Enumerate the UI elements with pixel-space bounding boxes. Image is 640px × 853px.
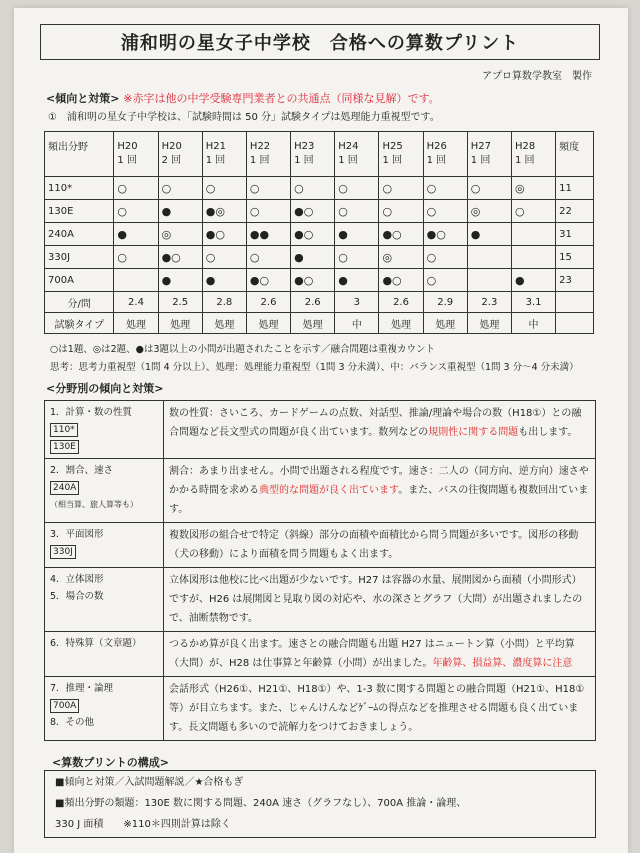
per-question-cell: 2.6: [379, 292, 423, 313]
print-section-header: <算数プリントの構成>: [52, 756, 169, 769]
strategy-row: [45, 677, 596, 741]
frequency-mark-cell: ●○: [291, 200, 335, 223]
freq-header-cell: 頻度: [556, 132, 594, 177]
frequency-mark-cell: [467, 269, 511, 292]
strategy-text: 数の性質：さいころ、カードゲームの点数、対話型、推論/理論や場合の数（H18①）との融合問題など長文型式の問題が良く出ています。数列などの: [169, 408, 582, 438]
field-label: 700A: [45, 269, 114, 292]
per-question-cell: 3.1: [511, 292, 555, 313]
author-credit: アプロ算数学教室 製作: [482, 71, 592, 82]
field-label: 240A: [45, 223, 114, 246]
frequency-mark-cell: ○: [423, 177, 467, 200]
frequency-mark-cell: ●: [158, 269, 202, 292]
frequency-mark-cell: ◎: [511, 177, 555, 200]
print-line: ■頻出分野の類題：130E 数に関する問題、240A 速さ（グラフなし）、700A 推論・論理、: [55, 798, 467, 809]
strategy-field-cell: [45, 459, 164, 523]
frequency-mark-cell: ◎: [158, 223, 202, 246]
test-type-cell: 処理: [114, 313, 158, 334]
frequency-mark-cell: ○: [291, 177, 335, 200]
type-note: 思考：思考力重視型（1問 4 分以上）、処理：処理能力重視型（1問 3 分未満）、中：バランス重視型（1問 3 分～4 分未満）: [50, 362, 579, 373]
frequency-mark-cell: ○: [379, 177, 423, 200]
test-type-cell: 処理: [202, 313, 246, 334]
strategy-section-header: <分野別の傾向と対策>: [46, 382, 164, 395]
frequency-mark-cell: ○: [246, 200, 290, 223]
strategy-text-cell: [164, 677, 596, 741]
frequency-mark-cell: ○: [467, 177, 511, 200]
frequency-count-cell: 31: [556, 223, 594, 246]
year-cell: H20 2 回: [158, 132, 202, 177]
field-row: [45, 269, 594, 292]
strategy-text-cell: [164, 459, 596, 523]
test-type-cell: 処理: [423, 313, 467, 334]
per-question-cell: 2.6: [246, 292, 290, 313]
frequency-mark-cell: ●○: [202, 223, 246, 246]
test-type-cell: 中: [511, 313, 555, 334]
strategy-field-title: 7．推理・論理: [50, 683, 114, 694]
strategy-field-title: 1．計算・数の性質: [50, 407, 133, 418]
frequency-mark-cell: [114, 269, 158, 292]
strategy-text-cell: [164, 401, 596, 459]
frequency-mark-cell: ◎: [379, 246, 423, 269]
frequency-mark-cell: ○: [246, 246, 290, 269]
frequency-mark-cell: ○: [114, 177, 158, 200]
year-cell: H26 1 回: [423, 132, 467, 177]
strategy-field-title: 6．特殊算（文章題）: [50, 638, 142, 649]
frequency-mark-cell: ○: [379, 200, 423, 223]
field-label: 130E: [45, 200, 114, 223]
frequency-count-cell: 22: [556, 200, 594, 223]
frequency-mark-cell: ○: [246, 177, 290, 200]
strategy-text: つるかめ算が良く出ます。速さとの融合問題も出題 H27 はニュートン算（小問）と平均算（大問）が、H28 は仕事算と年齢算（小問）が出ました。: [169, 639, 575, 669]
frequency-mark-cell: ●: [114, 223, 158, 246]
empty-cell: [556, 292, 594, 313]
strategy-table: [44, 400, 596, 741]
test-type-label: 試験タイプ: [45, 313, 114, 334]
page-title: 浦和明の星女子中学校 合格への算数プリント: [40, 24, 600, 60]
test-type-row: [45, 313, 594, 334]
strategy-highlight: 典型的な問題が良く出ています: [259, 485, 399, 496]
test-type-cell: 処理: [246, 313, 290, 334]
year-cell: H24 1 回: [335, 132, 379, 177]
frequency-mark-cell: ○: [423, 246, 467, 269]
frequency-mark-cell: ●○: [423, 223, 467, 246]
field-row: [45, 246, 594, 269]
frequency-mark-cell: ●○: [379, 223, 423, 246]
frequency-mark-cell: ●○: [291, 269, 335, 292]
year-cell: H28 1 回: [511, 132, 555, 177]
frequency-mark-cell: ●: [335, 269, 379, 292]
strategy-text: 立体図形は他校に比べ出題が少ないです。H27 は容器の水量、展開図から面積（小問形式）ですが、H26 は展開図と見取り図の対応や、水の深さとグラフ（大問）が出題されましたので、油断禁物です。: [169, 575, 583, 624]
empty-cell: [556, 313, 594, 334]
frequency-mark-cell: ●: [291, 246, 335, 269]
frequency-mark-cell: ●: [511, 269, 555, 292]
year-cell: H20 1 回: [114, 132, 158, 177]
per-question-row: [45, 292, 594, 313]
frequency-mark-cell: ●: [158, 200, 202, 223]
test-type-cell: 処理: [379, 313, 423, 334]
strategy-text: 割合：あまり出ません。小問で出題される程度です。速さ：二人の（同方向、逆方向）速さやかかる時間を求める: [169, 466, 589, 496]
frequency-mark-cell: [511, 246, 555, 269]
field-code-badge: 700A: [50, 699, 79, 713]
strategy-text: 会話形式（H26①、H21①、H18①）や、1-3 数に関する問題との融合問題（H21①、H18①等）が目立ちます。また、じゃんけんなどｹﾞｰﾑの得点などを推理させる問題も良く出ています。長文問題も多いので読解力をつけておきましょう。: [169, 684, 585, 733]
year-cell: H23 1 回: [291, 132, 335, 177]
year-cell: H22 1 回: [246, 132, 290, 177]
test-type-cell: 中: [335, 313, 379, 334]
frequency-mark-cell: ●○: [246, 269, 290, 292]
strategy-field-title: 4．立体図形: [50, 574, 104, 585]
field-label: 330J: [45, 246, 114, 269]
strategy-field-title: 5．場合の数: [50, 591, 104, 602]
frequency-mark-cell: ●◎: [202, 200, 246, 223]
frequency-mark-cell: ○: [202, 177, 246, 200]
frequency-mark-cell: ●: [202, 269, 246, 292]
frequency-mark-cell: ○: [202, 246, 246, 269]
field-label: 110*: [45, 177, 114, 200]
frequency-mark-cell: ○: [335, 177, 379, 200]
per-question-label: 分/問: [45, 292, 114, 313]
strategy-field-cell: [45, 523, 164, 568]
frequency-mark-cell: ◎: [467, 200, 511, 223]
strategy-field-title: 8．その他: [50, 717, 95, 728]
field-code-badge: 110*: [50, 423, 78, 437]
print-line: ■傾向と対策／入試問題解説／★合格もぎ: [55, 777, 244, 788]
strategy-text: 。また、バスの往復問題も複数回出ています。: [169, 485, 589, 515]
strategy-text-cell: [164, 568, 596, 632]
year-cell: H27 1 回: [467, 132, 511, 177]
frequency-mark-cell: [467, 246, 511, 269]
frequency-mark-cell: ●●: [246, 223, 290, 246]
strategy-field-title: 2．割合、速さ: [50, 465, 114, 476]
per-question-cell: 2.8: [202, 292, 246, 313]
frequency-mark-cell: ○: [114, 200, 158, 223]
per-question-cell: 2.4: [114, 292, 158, 313]
field-row: [45, 200, 594, 223]
strategy-field-cell: [45, 632, 164, 677]
year-cell: H21 1 回: [202, 132, 246, 177]
frequency-table-header: [45, 132, 594, 177]
frequency-mark-cell: ○: [423, 269, 467, 292]
print-line: 330 J 面積 ※110＊四則計算は除く: [55, 819, 231, 830]
print-structure-box: [44, 770, 596, 838]
per-question-cell: 2.3: [467, 292, 511, 313]
frequency-count-cell: 15: [556, 246, 594, 269]
per-question-cell: 2.9: [423, 292, 467, 313]
strategy-field-title: 3．平面図形: [50, 529, 104, 540]
per-question-cell: 3: [335, 292, 379, 313]
frequency-mark-cell: ○: [335, 246, 379, 269]
strategy-field-cell: [45, 401, 164, 459]
corner-cell: 頻出分野: [45, 132, 114, 177]
frequency-mark-cell: ○: [158, 177, 202, 200]
frequency-table: [44, 131, 594, 334]
frequency-mark-cell: ○: [511, 200, 555, 223]
legend-note: ○は1題、◎は2題、●は3題以上の小問が出題されたことを示す／融合問題は重複カウント: [50, 344, 436, 355]
strategy-row: [45, 523, 596, 568]
frequency-mark-cell: ●○: [379, 269, 423, 292]
strategy-text-cell: [164, 632, 596, 677]
strategy-highlight: 年齢算、損益算、濃度算に注意: [432, 658, 573, 669]
frequency-mark-cell: [511, 223, 555, 246]
field-code-badge: 240A: [50, 481, 79, 495]
test-type-cell: 処理: [467, 313, 511, 334]
frequency-mark-cell: ●: [467, 223, 511, 246]
frequency-mark-cell: ●○: [291, 223, 335, 246]
field-row: [45, 223, 594, 246]
trend-head-label: <傾向と対策>: [46, 92, 120, 105]
strategy-text: も出します。: [518, 427, 578, 438]
frequency-mark-cell: ○: [423, 200, 467, 223]
frequency-count-cell: 23: [556, 269, 594, 292]
strategy-row: [45, 568, 596, 632]
test-type-cell: 処理: [158, 313, 202, 334]
strategy-row: [45, 401, 596, 459]
per-question-cell: 2.5: [158, 292, 202, 313]
strategy-field-cell: [45, 677, 164, 741]
per-question-cell: 2.6: [291, 292, 335, 313]
strategy-text: 複数図形の組合せで特定（斜線）部分の面積や面積比から問う問題が多いです。図形の移動（犬の移動）により面積を問う問題もよく出ます。: [169, 530, 579, 560]
trend-line: ① 浦和明の星女子中学校は、「試験時間は 50 分」試験タイプは処理能力重視型です。: [48, 112, 440, 123]
strategy-text-cell: [164, 523, 596, 568]
strategy-field-cell: [45, 568, 164, 632]
field-code-badge: 330J: [50, 545, 76, 559]
frequency-count-cell: 11: [556, 177, 594, 200]
field-code-badge: 130E: [50, 440, 79, 454]
field-row: [45, 177, 594, 200]
trend-red-note: ※赤字は他の中学受験専門業者との共通点（同様な見解）です。: [123, 92, 440, 105]
strategy-field-subnote: （相当算、旅人算等も）: [50, 500, 138, 509]
strategy-row: [45, 459, 596, 523]
strategy-highlight: 規則性に関する問題: [428, 427, 519, 438]
frequency-mark-cell: ○: [335, 200, 379, 223]
strategy-row: [45, 632, 596, 677]
frequency-mark-cell: ●○: [158, 246, 202, 269]
test-type-cell: 処理: [291, 313, 335, 334]
year-cell: H25 1 回: [379, 132, 423, 177]
frequency-mark-cell: ●: [335, 223, 379, 246]
trend-section-header: [46, 90, 440, 106]
frequency-mark-cell: ○: [114, 246, 158, 269]
